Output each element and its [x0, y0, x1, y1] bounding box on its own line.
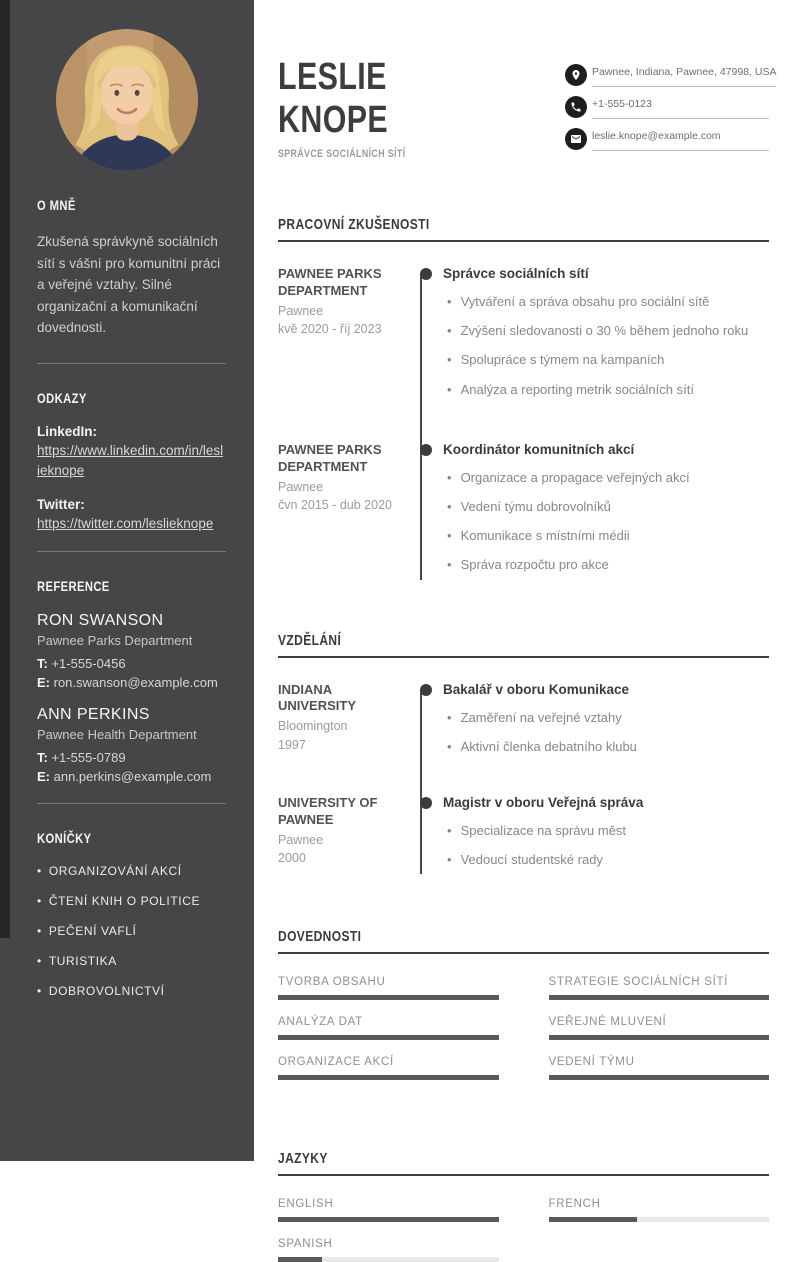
- bullet-item: • Zvýšení sledovanosti o 30 % během jednoho roku: [443, 322, 769, 340]
- sidebar-divider: [37, 551, 226, 552]
- skill-bar-fill: [278, 1035, 499, 1040]
- skill-label: STRATEGIE SOCIÁLNÍCH SÍTÍ: [548, 976, 729, 989]
- language-item: [549, 1198, 770, 1222]
- experience-section: [278, 216, 769, 586]
- about-heading: O MNĚ: [37, 197, 76, 213]
- skill-label: ANALÝZA DAT: [278, 1016, 363, 1029]
- entry-location: Pawnee: [278, 832, 324, 847]
- entry-degree: Bakalář v oboru Komunikace: [443, 681, 630, 697]
- entry-bullets: [443, 822, 769, 869]
- language-item: [278, 1198, 499, 1222]
- language-label: ENGLISH: [278, 1198, 334, 1211]
- reference-name: RON SWANSON: [37, 611, 164, 629]
- contact-info: [565, 62, 777, 158]
- skill-label: ORGANIZACE AKCÍ: [278, 1056, 394, 1069]
- links-heading: ODKAZY: [37, 389, 87, 406]
- timeline-dot: [420, 444, 432, 456]
- skill-bar-track: [549, 995, 770, 1000]
- language-item: [278, 1238, 499, 1262]
- skill-bar-track: [278, 1035, 499, 1040]
- bullet-item: • Analýza a reporting metrik sociálních sítí: [443, 381, 769, 399]
- experience-entry: [278, 442, 769, 586]
- bullet-item: • Organizace a propagace veřejných akcí: [443, 469, 769, 487]
- link-item: [37, 424, 226, 482]
- skill-label: VEŘEJNÉ MLUVENÍ: [548, 1016, 667, 1029]
- avatar: [56, 29, 198, 171]
- reference-name: ANN PERKINS: [37, 706, 150, 724]
- bullet-item: • Správa rozpočtu pro akce: [443, 556, 769, 574]
- about-text: Zkušená správkyně sociálních sítí s vášní pro komunitní práci a veřejné vztahy. Silné organizační a komunikační dovednosti.: [37, 234, 221, 336]
- entry-dates: 1997: [278, 737, 306, 752]
- skill-bar-fill: [278, 995, 499, 1000]
- phone-icon: [565, 96, 587, 118]
- entry-bullets: [443, 293, 769, 399]
- hobby-item: • ČTENÍ KNIH O POLITICE: [37, 894, 226, 908]
- reference-item: [37, 706, 226, 787]
- header: [278, 56, 777, 161]
- skill-label: TVORBA OBSAHU: [278, 976, 386, 989]
- references-heading: REFERENCE: [37, 577, 110, 594]
- skills-heading: DOVEDNOSTI: [278, 928, 769, 954]
- entry-role: Správce sociálních sítí: [443, 266, 589, 282]
- bullet-item: • Spolupráce s týmem na kampaních: [443, 351, 769, 369]
- contact-location: [565, 62, 777, 87]
- skill-item: [549, 976, 770, 1000]
- skills-section: [278, 928, 769, 1080]
- first-name: LESLIE: [278, 56, 387, 98]
- hobby-item: • PEČENÍ VAFLÍ: [37, 924, 226, 938]
- entry-school: INDIANA UNIVERSITY: [278, 681, 357, 714]
- timeline-dot: [420, 268, 432, 280]
- bullet-item: • Vedení týmu dobrovolníků: [443, 498, 769, 516]
- hobby-item: • ORGANIZOVÁNÍ AKCÍ: [37, 864, 226, 878]
- bullet-item: • Specializace na správu měst: [443, 822, 769, 840]
- skill-label: VEDENÍ TÝMU: [548, 1056, 635, 1069]
- location-text: Pawnee, Indiana, Pawnee, 47998, USA: [592, 62, 776, 87]
- entry-company: PAWNEE PARKS DEPARTMENT: [278, 441, 382, 474]
- entry-company: PAWNEE PARKS DEPARTMENT: [278, 266, 382, 298]
- language-bar-track: [278, 1217, 499, 1222]
- language-bar-fill: [278, 1217, 499, 1222]
- reference-item: [37, 612, 226, 693]
- skill-bar-fill: [549, 995, 770, 1000]
- bullet-item: • Vedoucí studentské rady: [443, 851, 769, 869]
- link-item: [37, 497, 226, 534]
- entry-location: Bloomington: [278, 719, 348, 734]
- reference-org: Pawnee Parks Department: [37, 632, 193, 648]
- hobby-item: • DOBROVOLNICTVÍ: [37, 984, 226, 998]
- language-label: FRENCH: [548, 1198, 601, 1211]
- entry-role: Koordinátor komunitních akcí: [443, 441, 635, 457]
- languages-section: [278, 1150, 769, 1262]
- sidebar-divider: [37, 363, 226, 364]
- education-section: [278, 632, 769, 881]
- skill-bar-track: [278, 995, 499, 1000]
- reference-org: Pawnee Health Department: [37, 727, 197, 743]
- entry-school: UNIVERSITY OF PAWNEE: [278, 794, 378, 827]
- hobbies-heading: KONÍČKY: [37, 830, 92, 847]
- link-label: Twitter:: [37, 497, 85, 513]
- link-url[interactable]: https://twitter.com/leslieknope: [37, 516, 214, 532]
- skill-bar-track: [278, 1075, 499, 1080]
- link-label: LinkedIn:: [37, 423, 97, 439]
- entry-dates: kvě 2020 - říj 2023: [278, 322, 382, 336]
- location-pin-icon: [565, 64, 587, 86]
- education-entries: [278, 682, 769, 881]
- reference-phone: T: +1-555-0789: [37, 750, 126, 766]
- timeline-dot: [420, 797, 432, 809]
- email-text: leslie.knope@example.com: [592, 126, 769, 151]
- entry-dates: 2000: [278, 850, 306, 865]
- entry-bullets: [443, 469, 769, 575]
- skill-item: [278, 1056, 499, 1080]
- skill-item: [278, 1016, 499, 1040]
- language-bar-track: [549, 1217, 770, 1222]
- timeline-dot: [420, 684, 432, 696]
- education-entry: [278, 682, 769, 767]
- entry-bullets: [443, 709, 769, 756]
- sidebar: [0, 0, 254, 1161]
- contact-phone: [565, 94, 769, 119]
- education-entry: [278, 795, 769, 880]
- portrait-illustration: [56, 29, 198, 171]
- entry-location: Pawnee: [278, 303, 324, 318]
- reference-email: E: ron.swanson@example.com: [37, 674, 218, 690]
- name-block: [278, 56, 437, 160]
- experience-entries: [278, 266, 769, 586]
- entry-location: Pawnee: [278, 479, 324, 494]
- skill-bar-track: [549, 1035, 770, 1040]
- entry-degree: Magistr v oboru Veřejná správa: [443, 794, 644, 810]
- languages-heading: JAZYKY: [278, 1150, 769, 1176]
- main-content: [254, 0, 794, 1251]
- skill-bar-fill: [549, 1075, 770, 1080]
- job-title: SPRÁVCE SOCIÁLNÍCH SÍTÍ: [278, 148, 406, 161]
- experience-heading: PRACOVNÍ ZKUŠENOSTI: [278, 216, 769, 242]
- email-icon: [565, 128, 587, 150]
- bullet-item: • Vytváření a správa obsahu pro sociální sítě: [443, 293, 769, 311]
- experience-entry: [278, 266, 769, 410]
- skill-bar-track: [549, 1075, 770, 1080]
- reference-email: E: ann.perkins@example.com: [37, 769, 212, 785]
- hobbies-list: [37, 864, 226, 998]
- bullet-item: • Aktivní členka debatního klubu: [443, 738, 769, 756]
- skill-item: [549, 1056, 770, 1080]
- contact-email: [565, 126, 769, 151]
- language-bar-track: [278, 1257, 499, 1262]
- last-name: KNOPE: [278, 98, 389, 141]
- reference-phone: T: +1-555-0456: [37, 655, 126, 671]
- sidebar-divider: [37, 803, 226, 804]
- language-label: SPANISH: [278, 1238, 333, 1251]
- hobby-item: • TURISTIKA: [37, 954, 226, 968]
- references-list: [37, 612, 226, 787]
- skill-bar-fill: [549, 1035, 770, 1040]
- phone-text: +1-555-0123: [592, 94, 769, 119]
- skill-item: [549, 1016, 770, 1040]
- language-bar-fill: [278, 1257, 322, 1262]
- skills-grid: [278, 976, 769, 1080]
- bullet-item: • Zaměření na veřejné vztahy: [443, 709, 769, 727]
- links-list: [37, 424, 226, 535]
- bullet-item: • Komunikace s místními médii: [443, 527, 769, 545]
- skill-bar-fill: [278, 1075, 499, 1080]
- link-url[interactable]: https://www.linkedin.com/in/leslieknope: [37, 442, 224, 479]
- education-heading: VZDĚLÁNÍ: [278, 632, 769, 658]
- sidebar-accent-strip: [0, 0, 10, 938]
- entry-dates: čvn 2015 - dub 2020: [278, 497, 392, 512]
- languages-grid: [278, 1198, 769, 1262]
- language-bar-fill: [549, 1217, 637, 1222]
- skill-item: [278, 976, 499, 1000]
